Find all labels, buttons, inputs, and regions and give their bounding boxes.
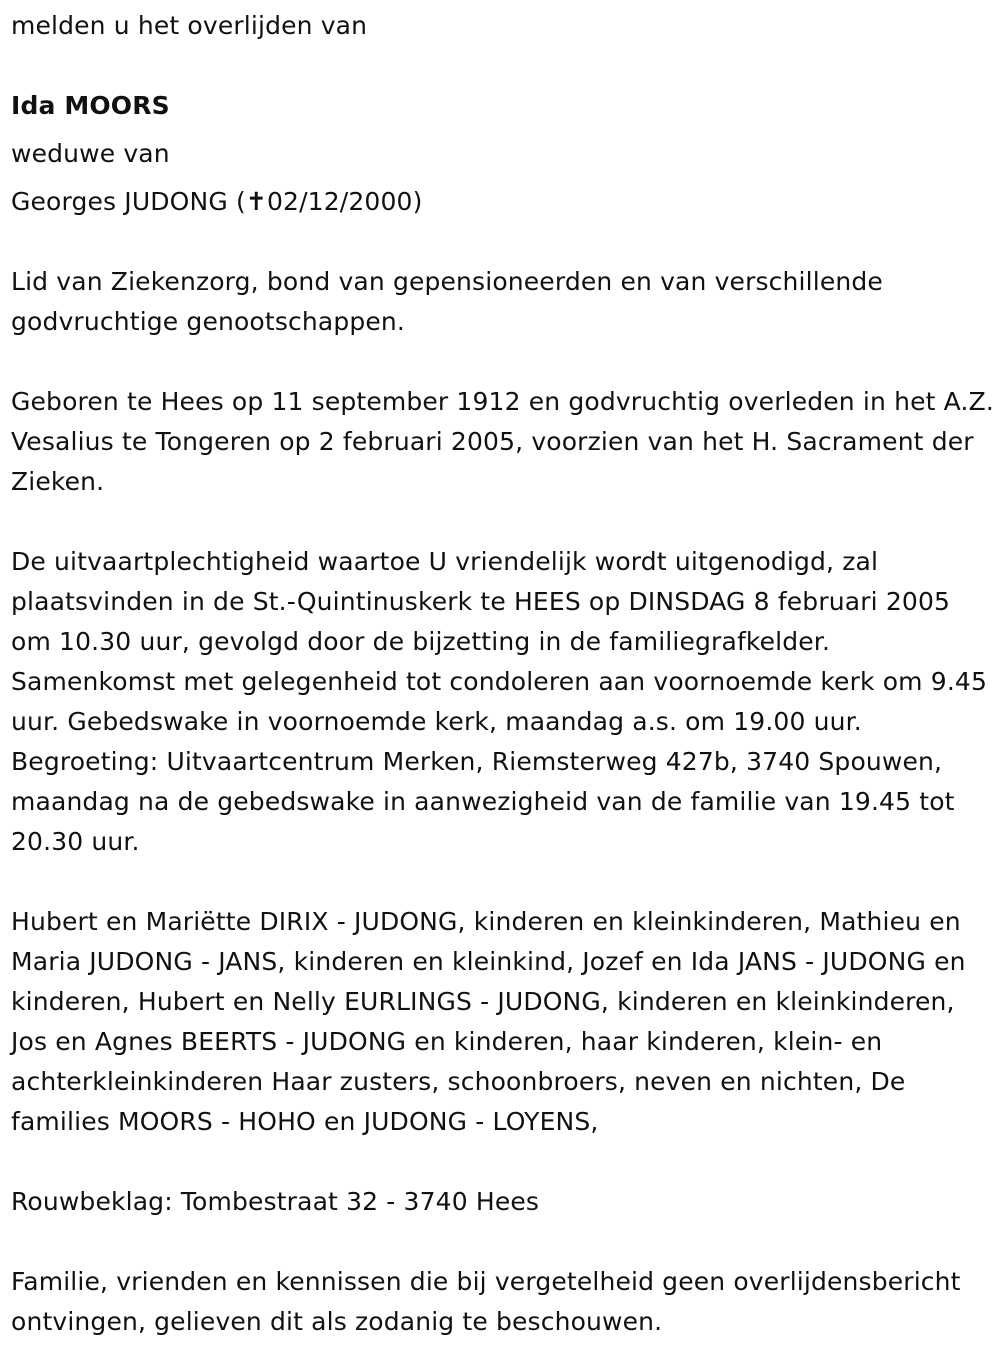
- funeral-paragraph: De uitvaartplechtigheid waartoe U vriendelijk wordt uitgenodigd, zal plaatsvinden in de St.-Quintinuskerk te HEES op DINSDAG 8 februari 2005 om 10.30 uur, gevolgd door de bijzetting in de familiegrafkelder. Samenkomst met gelegenheid tot condoleren aan voornoemde kerk om 9.45 uur. Gebedswake in voornoemde kerk, maandag a.s. om 19.00 uur. Begroeting: Uitvaartcentrum Merken, Riemsterweg 427b, 3740 Spouwen, maandag na de gebedswake in aanwezigheid van de familie van 19.45 tot 20.30 uur.: [11, 547, 988, 856]
- family-paragraph: Hubert en Mariëtte DIRIX - JUDONG, kinderen en kleinkinderen, Mathieu en Maria JUDONG - JANS, kinderen en kleinkind, Jozef en Ida JANS - JUDONG en kinderen, Hubert en Nelly EURLINGS - JUDONG, kinderen en kleinkinderen, Jos en Agnes BEERTS - JUDONG en kinderen, haar kinderen, klein- en achterkleinkinderen Haar zusters, schoonbroers, neven en nichten, De families MOORS - HOHO en JUDONG - LOYENS,: [11, 907, 966, 1136]
- birth-death-paragraph: Geboren te Hees op 11 september 1912 en godvruchtig overleden in het A.Z. Vesalius te Tongeren op 2 februari 2005, voorzien van het H. Sacrament der Zieken.: [11, 387, 994, 496]
- condolence-address: Rouwbeklag: Tombestraat 32 - 3740 Hees: [11, 1187, 540, 1216]
- membership-paragraph: Lid van Ziekenzorg, bond van gepensioneerden en van verschillende godvruchtige genootschappen.: [11, 267, 883, 336]
- intro-text: melden u het overlijden van: [11, 11, 368, 40]
- closing-paragraph: Familie, vrienden en kennissen die bij vergetelheid geen overlijdensbericht ontvingen, gelieven dit als zodanig te beschouwen.: [11, 1267, 961, 1336]
- spouse-name: Georges JUDONG (✝02/12/2000): [11, 187, 423, 216]
- deceased-name: Ida MOORS: [11, 91, 170, 120]
- widow-label: weduwe van: [11, 139, 170, 168]
